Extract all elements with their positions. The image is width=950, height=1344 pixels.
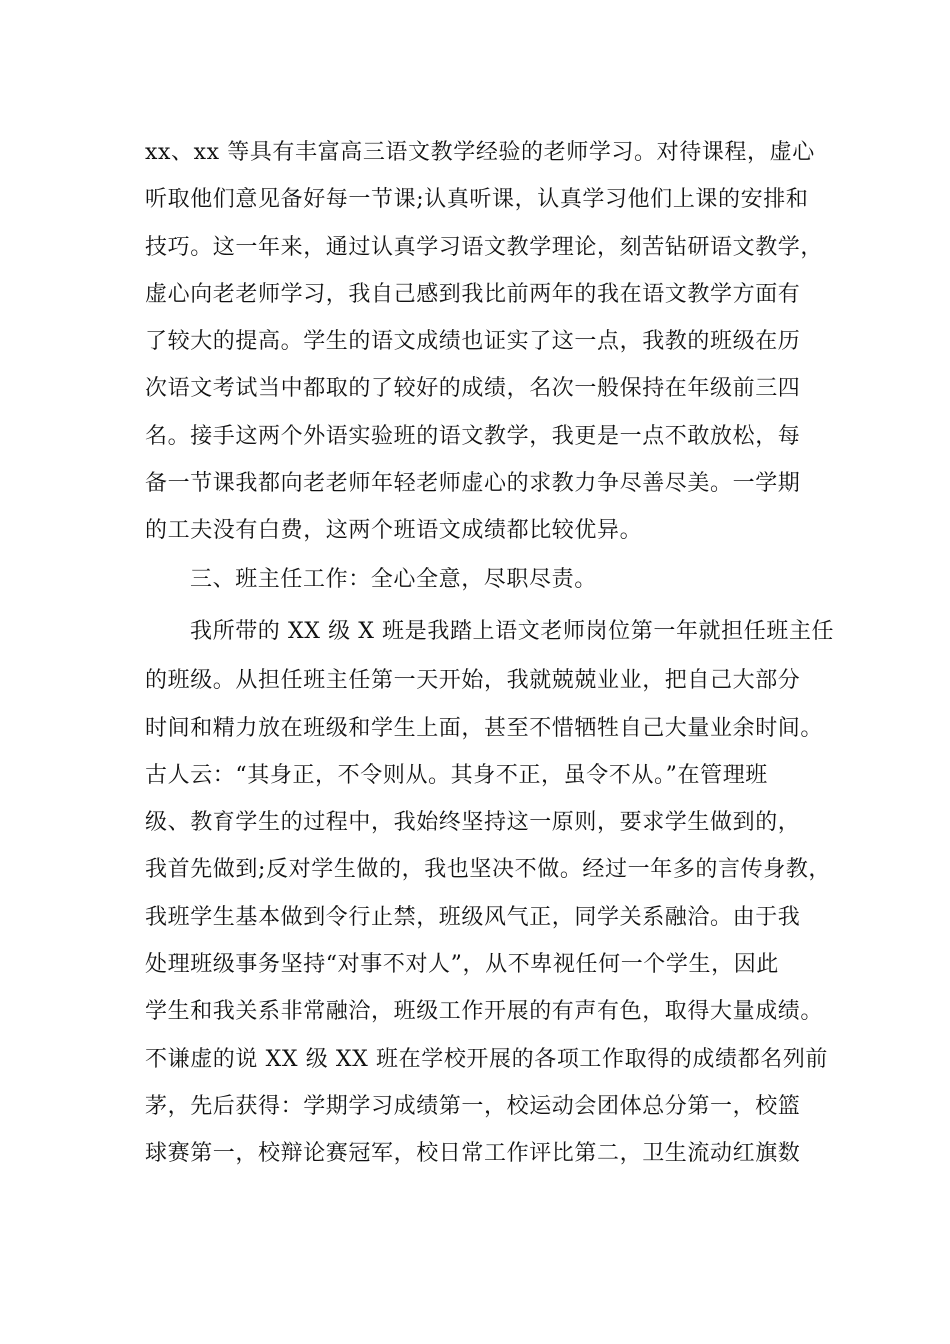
text-line: 古人云：“其身正，不令则从。其身不正，虽令不从。”在管理班 <box>145 763 768 788</box>
text-line: 名。接手这两个外语实验班的语文教学，我更是一点不敢放松，每 <box>145 424 801 449</box>
text-line: 的班级。从担任班主任第一天开始，我就兢兢业业，把自己大部分 <box>145 668 801 693</box>
text-line: 我首先做到;反对学生做的，我也坚决不做。经过一年多的言传身教， <box>145 857 832 882</box>
section-heading: 三、班主任工作：全心全意，尽职尽责。 <box>190 567 597 592</box>
text-line: 我所带的 XX 级 X 班是我踏上语文老师岗位第一年就担任班主任 <box>190 619 835 644</box>
text-line: 次语文考试当中都取的了较好的成绩，名次一般保持在年级前三四 <box>145 376 801 401</box>
text-line: 茅，先后获得：学期学习成绩第一，校运动会团体总分第一，校篮 <box>145 1094 801 1119</box>
text-line: 级、教育学生的过程中，我始终坚持这一原则，要求学生做到的， <box>145 810 801 835</box>
text-line: 时间和精力放在班级和学生上面，甚至不惜牺牲自己大量业余时间。 <box>145 716 824 741</box>
text-line: 了较大的提高。学生的语文成绩也证实了这一点，我教的班级在历 <box>145 329 801 354</box>
text-line: 虚心向老老师学习，我自己感到我比前两年的我在语文教学方面有 <box>145 282 801 307</box>
text-line: 不谦虚的说 XX 级 XX 班在学校开展的各项工作取得的成绩都名列前 <box>145 1047 829 1072</box>
text-line: 处理班级事务坚持“对事不对人”，从不卑视任何一个学生，因此 <box>145 952 779 977</box>
text-line: 技巧。这一年来，通过认真学习语文教学理论，刻苦钻研语文教学， <box>145 235 824 260</box>
text-line: 的工夫没有白费，这两个班语文成绩都比较优异。 <box>145 518 643 543</box>
text-line: xx、xx 等具有丰富高三语文教学经验的老师学习。对待课程，虚心 <box>145 140 815 165</box>
text-line: 球赛第一，校辩论赛冠军，校日常工作评比第二，卫生流动红旗数 <box>145 1141 801 1166</box>
text-line: 学生和我关系非常融洽，班级工作开展的有声有色，取得大量成绩。 <box>145 999 824 1024</box>
text-line: 我班学生基本做到令行止禁，班级风气正，同学关系融洽。由于我 <box>145 905 801 930</box>
text-line: 备一节课我都向老老师年轻老师虚心的求教力争尽善尽美。一学期 <box>145 471 801 496</box>
text-line: 听取他们意见备好每一节课;认真听课，认真学习他们上课的安排和 <box>145 187 809 212</box>
